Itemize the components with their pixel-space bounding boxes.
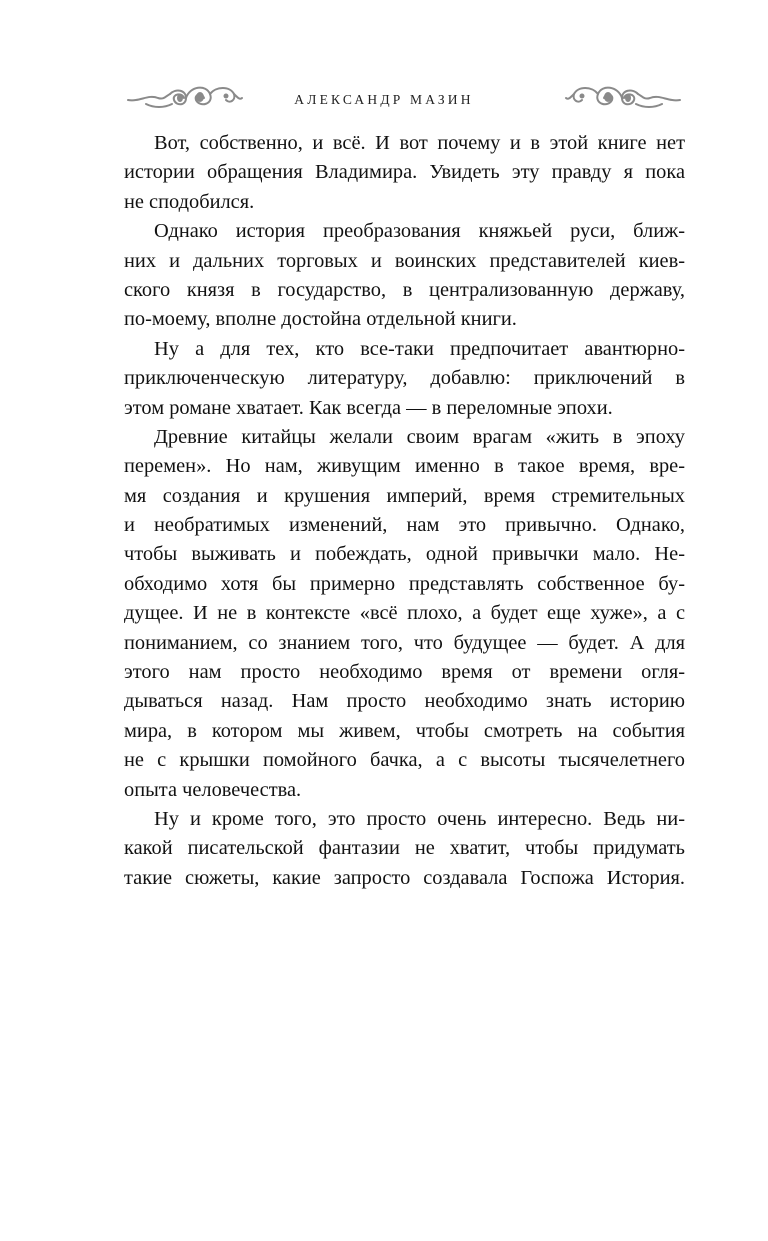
text-line: Древние китайцы желали своим врагам «жить в эпоху <box>154 425 685 448</box>
text-line: этого нам просто необходимо время от времени огля- <box>124 661 685 684</box>
text-line: мя создания и крушения империй, время стремительных <box>124 484 685 507</box>
text-line: Вот, собственно, и всё. И вот почему и в этой книге нет <box>154 132 685 154</box>
running-head-author: АЛЕКСАНДР МАЗИН <box>294 92 474 107</box>
text-line: перемен». Но нам, живущим именно в такое время, вре- <box>124 455 685 478</box>
text-line: дываться назад. Нам просто необходимо знать историю <box>124 690 685 713</box>
text-line: этом романе хватает. Как всегда — в переломные эпохи. <box>124 396 613 419</box>
text-line: дущее. И не в контексте «всё плохо, а будет еще хуже», а с <box>124 602 685 625</box>
text-line: не с крышки помойного бачка, а с высоты тысячелетнего <box>124 749 685 772</box>
text-line: них и дальних торговых и воинских представителей киев- <box>124 249 685 272</box>
text-line: по-моему, вполне достойна отдельной книги. <box>124 308 517 331</box>
text-line: пониманием, со знанием того, что будущее — будет. А для <box>124 631 685 654</box>
text-line: ского князя в государство, в централизованную державу, <box>124 278 685 301</box>
text-line: Ну и кроме того, это просто очень интересно. Ведь ни- <box>154 807 685 830</box>
text-line: такие сюжеты, какие запросто создавала Госпожа История. <box>124 866 685 889</box>
text-line: какой писательской фантазии не хватит, чтобы придумать <box>124 837 685 860</box>
right-flourish-ornament-icon <box>564 78 682 118</box>
text-line: и необратимых изменений, нам это привычно. Однако, <box>124 514 685 537</box>
right-flourish-svg <box>564 78 682 118</box>
text-line: обходимо хотя бы примерно представлять собственное бу- <box>124 572 685 595</box>
text-line: приключенческую литературу, добавлю: приключений в <box>124 367 685 390</box>
text-line: чтобы выживать и побеждать, одной привычки мало. Не- <box>124 543 685 566</box>
body-text <box>124 129 685 893</box>
text-line: истории обращения Владимира. Увидеть эту правду я пока <box>124 161 685 184</box>
text-line: опыта человечества. <box>124 778 302 801</box>
text-line: мира, в котором мы живем, чтобы смотреть на события <box>124 719 685 742</box>
running-head <box>0 78 768 118</box>
text-line: Ну а для тех, кто все-таки предпочитает авантюрно- <box>154 337 685 360</box>
text-line: Однако история преобразования княжьей руси, ближ- <box>154 220 685 243</box>
text-line: не сподобился. <box>124 190 255 213</box>
